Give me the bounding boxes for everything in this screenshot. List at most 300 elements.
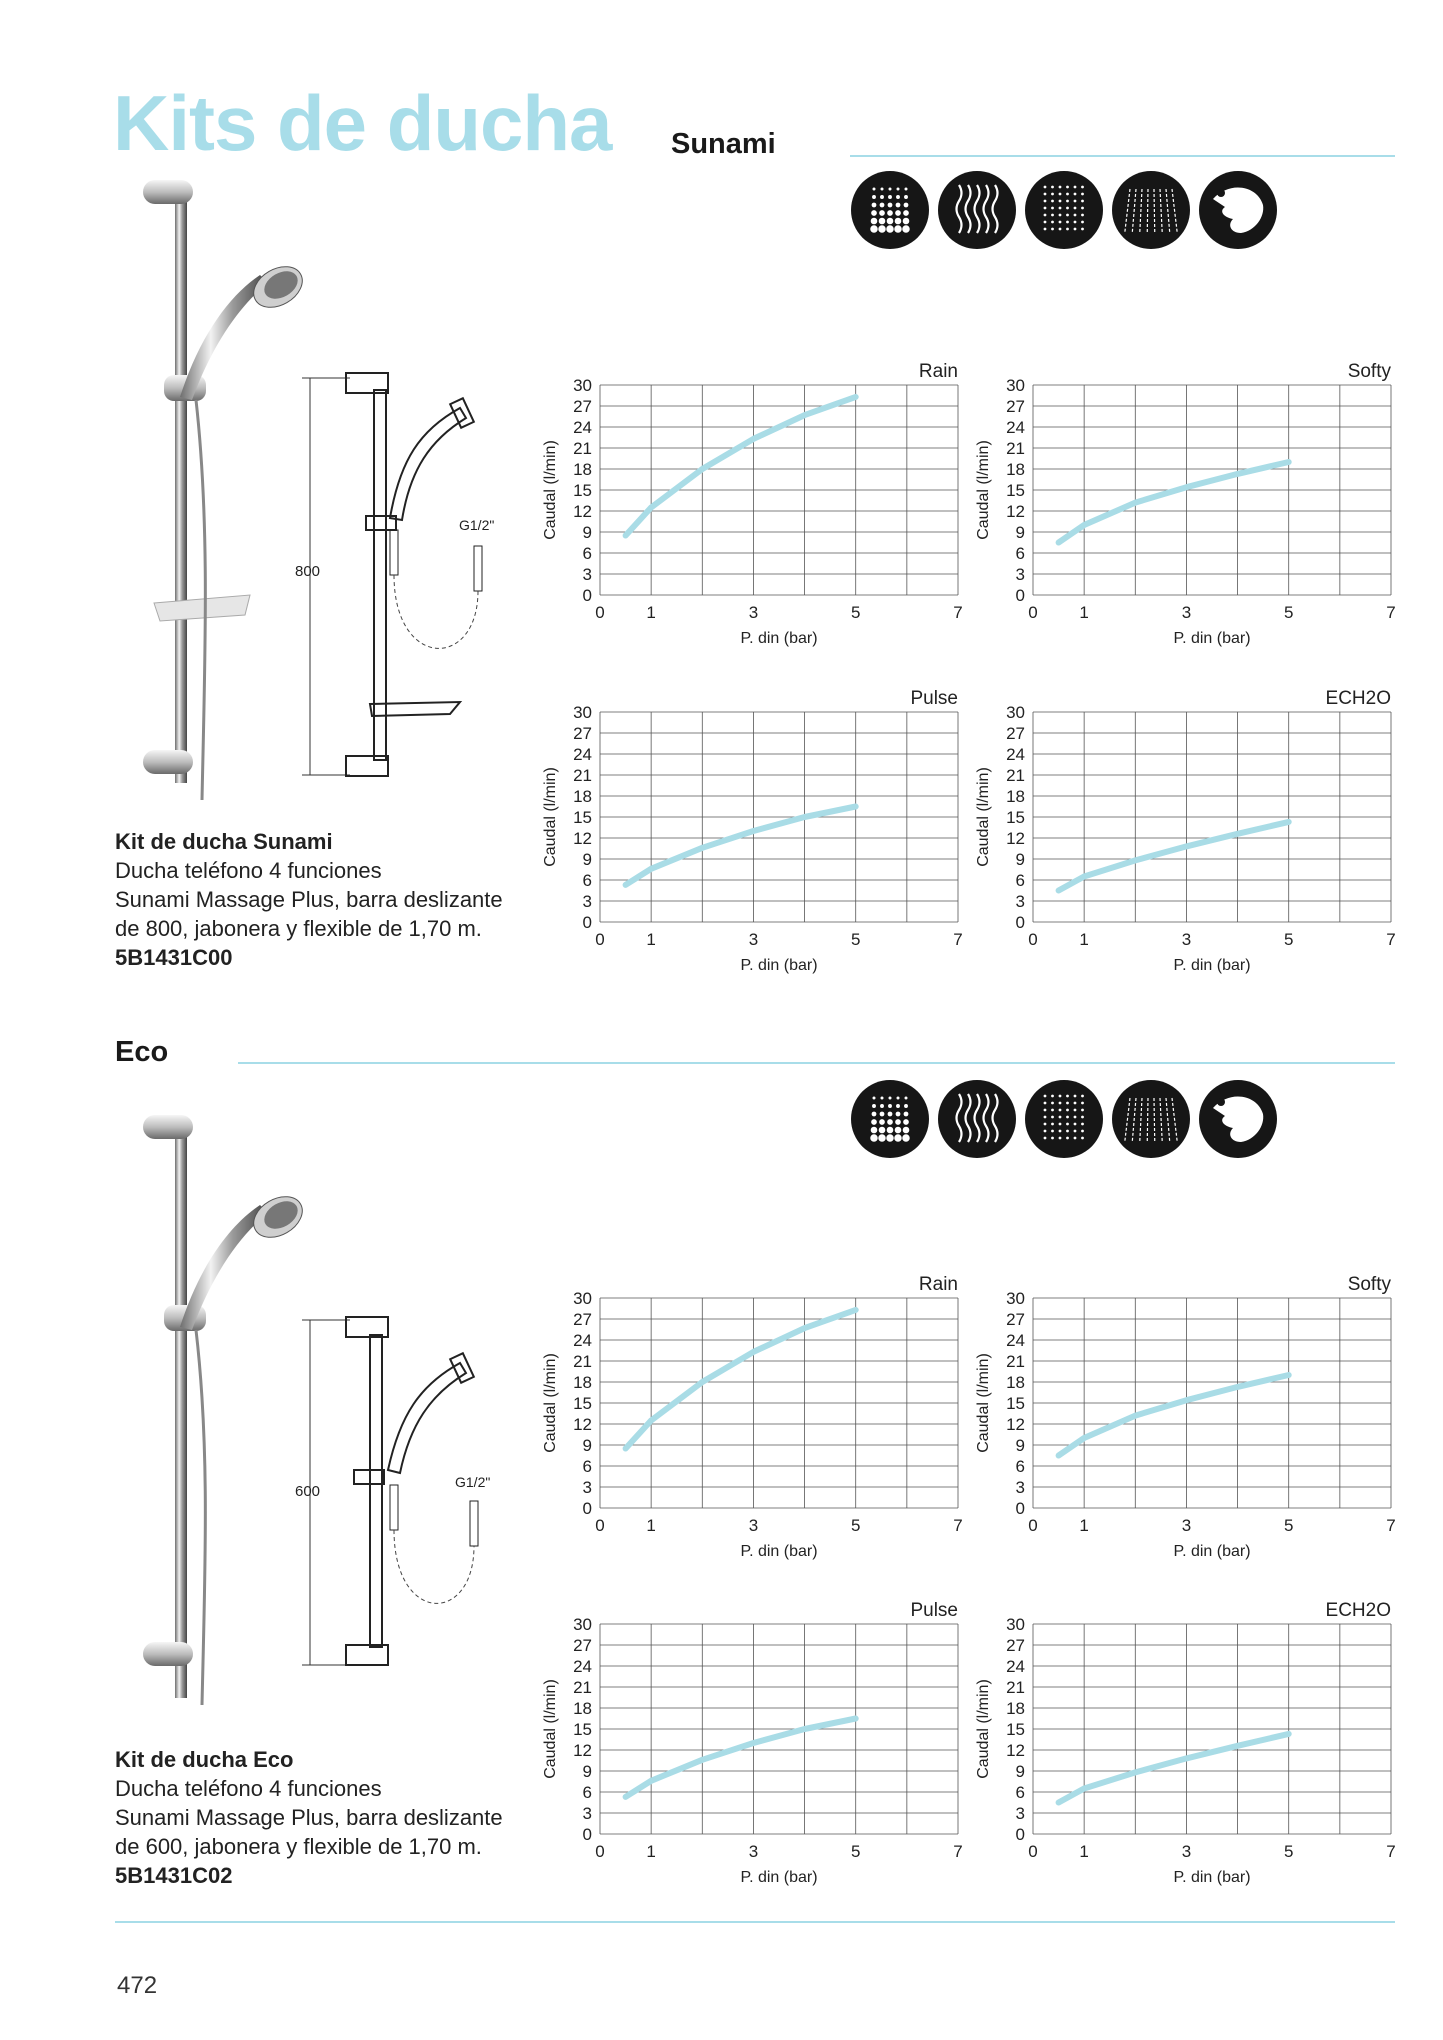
icon-dot: [897, 188, 900, 191]
series-line: [626, 1719, 856, 1797]
y-tick-label: 12: [573, 502, 592, 521]
icon-dot: [1074, 1116, 1077, 1119]
icon-dot: [1081, 1109, 1084, 1112]
icon-dot: [1059, 1109, 1062, 1112]
x-tick-label: 5: [850, 1842, 861, 1861]
y-tick-label: 24: [1006, 418, 1025, 437]
chart-title: Softy: [1347, 361, 1391, 382]
x-tick-label: 3: [748, 1842, 759, 1861]
y-tick-label: 9: [1015, 1436, 1025, 1455]
y-tick-label: 0: [1015, 1499, 1025, 1518]
x-axis-label: P. din (bar): [740, 957, 818, 974]
icon-graphic: [851, 1080, 929, 1158]
y-tick-label: 27: [573, 1310, 592, 1329]
icon-dot: [1081, 186, 1084, 189]
x-axis-label: P. din (bar): [1173, 957, 1251, 974]
y-tick-label: 12: [573, 829, 592, 848]
icon-dot: [1081, 1123, 1084, 1126]
icon-wave: [966, 1094, 971, 1142]
icon-dot: [1066, 1123, 1069, 1126]
icon-dot: [1081, 1102, 1084, 1105]
y-tick-label: 30: [1006, 703, 1025, 722]
x-tick-label: 3: [1181, 603, 1192, 622]
softy-spray-icon: [1025, 171, 1103, 249]
icon-dot: [1066, 200, 1069, 203]
y-tick-label: 3: [1015, 1804, 1025, 1823]
y-axis-label: Caudal (l/min): [975, 1353, 992, 1453]
chart-title: ECH2O: [1325, 688, 1391, 709]
icon-dot: [1074, 1137, 1077, 1140]
x-tick-label: 7: [1386, 1842, 1396, 1861]
icon-dot: [1051, 221, 1054, 224]
y-tick-label: 21: [1006, 1352, 1025, 1371]
y-tick-label: 9: [1015, 1762, 1025, 1781]
y-tick-label: 6: [1015, 871, 1025, 890]
x-tick-label: 7: [1386, 1516, 1396, 1535]
pulse-wave-icon: [938, 171, 1016, 249]
y-tick-label: 9: [582, 850, 592, 869]
y-tick-label: 15: [1006, 1394, 1025, 1413]
rain-spray-icon: [851, 171, 929, 249]
flow-chart: [530, 682, 970, 992]
x-tick-label: 3: [1181, 1842, 1192, 1861]
icon-dot: [1066, 193, 1069, 196]
icon-wave: [975, 1094, 980, 1142]
icon-stream: [1140, 189, 1142, 233]
icon-dot: [1051, 193, 1054, 196]
y-tick-label: 12: [1006, 1415, 1025, 1434]
y-tick-label: 3: [582, 1478, 592, 1497]
page-title: Kits de ducha: [113, 79, 612, 167]
icon-dot: [1044, 228, 1047, 231]
y-tick-label: 21: [573, 439, 592, 458]
icon-dot: [888, 195, 892, 199]
icon-dot: [1081, 207, 1084, 210]
icon-dot: [888, 1112, 893, 1117]
icon-dot: [896, 203, 901, 208]
icon-dot: [1081, 1116, 1084, 1119]
y-tick-label: 15: [573, 808, 592, 827]
y-axis-label: Caudal (l/min): [975, 1679, 992, 1779]
icon-dot: [905, 188, 908, 191]
icon-dot: [1066, 1137, 1069, 1140]
icon-dot: [1066, 1109, 1069, 1112]
y-tick-label: 12: [1006, 1741, 1025, 1760]
y-tick-label: 12: [1006, 502, 1025, 521]
product-description: [115, 1745, 503, 1890]
y-tick-label: 9: [582, 1436, 592, 1455]
description-line: Sunami Massage Plus, barra deslizante: [115, 1805, 503, 1830]
y-tick-label: 21: [573, 1352, 592, 1371]
icon-dot: [887, 210, 893, 216]
y-tick-label: 27: [1006, 1310, 1025, 1329]
spray-icons-row: [851, 171, 1277, 249]
technical-drawing: [290, 370, 530, 780]
icon-stream: [1160, 189, 1162, 233]
y-axis-label: Caudal (l/min): [542, 440, 559, 540]
icon-graphic: [938, 171, 1016, 249]
y-tick-label: 18: [1006, 1373, 1025, 1392]
x-axis-label: P. din (bar): [1173, 1543, 1251, 1560]
icon-dot: [1051, 1137, 1054, 1140]
x-tick-label: 0: [595, 1516, 605, 1535]
icon-dot: [879, 1127, 886, 1134]
icon-wave: [993, 185, 998, 233]
icon-wave: [975, 185, 980, 233]
icon-dot: [879, 210, 885, 216]
footer-divider: [115, 1921, 1395, 1923]
icon-dot: [1074, 200, 1077, 203]
series-line: [626, 397, 856, 536]
y-tick-label: 12: [1006, 829, 1025, 848]
icon-dot: [1059, 1116, 1062, 1119]
series-line: [1059, 462, 1289, 543]
chart-title: Rain: [918, 361, 958, 382]
icon-graphic: [1025, 1080, 1103, 1158]
x-tick-label: 7: [953, 1842, 963, 1861]
icon-dot: [1074, 193, 1077, 196]
x-axis-label: P. din (bar): [740, 1543, 818, 1560]
icon-dot: [903, 1127, 910, 1134]
icon-dot: [870, 225, 878, 233]
icon-dot: [1044, 193, 1047, 196]
icon-dot: [889, 188, 892, 191]
icon-dot: [879, 1119, 885, 1125]
y-tick-label: 21: [573, 1678, 592, 1697]
icon-dot: [1051, 1123, 1054, 1126]
icon-dot: [1044, 1095, 1047, 1098]
icon-stream: [1125, 1098, 1130, 1142]
thread-label: G1/2": [455, 1474, 491, 1490]
icon-stream: [1166, 189, 1170, 233]
icon-dot: [1051, 1130, 1054, 1133]
icon-dot: [881, 1097, 884, 1100]
y-tick-label: 3: [582, 892, 592, 911]
icon-dot: [1074, 1102, 1077, 1105]
x-tick-label: 1: [646, 603, 656, 622]
icon-dot: [1059, 214, 1062, 217]
icon-dot: [1059, 1102, 1062, 1105]
icon-dot: [1051, 214, 1054, 217]
icon-dot: [1051, 207, 1054, 210]
x-tick-label: 1: [646, 1842, 656, 1861]
icon-dot: [904, 195, 908, 199]
x-tick-label: 5: [1283, 603, 1294, 622]
section-title-eco: Eco: [115, 1036, 169, 1068]
icon-dot: [1044, 200, 1047, 203]
y-tick-label: 15: [1006, 1720, 1025, 1739]
ech2o-spray-icon: [1112, 1080, 1190, 1158]
icon-dot: [872, 1112, 877, 1117]
description-line: Sunami Massage Plus, barra deslizante: [115, 887, 503, 912]
x-axis-label: P. din (bar): [740, 630, 818, 647]
icon-dot: [1074, 1095, 1077, 1098]
y-tick-label: 3: [1015, 1478, 1025, 1497]
y-tick-label: 12: [573, 1741, 592, 1760]
y-axis-label: Caudal (l/min): [542, 1679, 559, 1779]
x-tick-label: 1: [1079, 930, 1089, 949]
icon-dot: [880, 203, 885, 208]
y-tick-label: 30: [1006, 1289, 1025, 1308]
y-tick-label: 21: [1006, 1678, 1025, 1697]
y-tick-label: 6: [1015, 1457, 1025, 1476]
x-axis-label: P. din (bar): [1173, 630, 1251, 647]
icon-dot: [871, 1119, 877, 1125]
icon-dot: [888, 203, 893, 208]
icon-dot: [897, 1097, 900, 1100]
icon-dot: [1066, 1130, 1069, 1133]
icon-dot: [1059, 228, 1062, 231]
x-tick-label: 5: [1283, 1516, 1294, 1535]
chart-title: Pulse: [910, 688, 958, 709]
series-line: [626, 1310, 856, 1449]
x-tick-label: 1: [646, 1516, 656, 1535]
icon-dot: [1074, 214, 1077, 217]
icon-stream: [1147, 189, 1148, 233]
y-tick-label: 30: [573, 1289, 592, 1308]
icon-dot: [1044, 1109, 1047, 1112]
icon-graphic: [1112, 171, 1190, 249]
icon-graphic: [851, 171, 929, 249]
icon-dot: [1066, 1116, 1069, 1119]
x-tick-label: 0: [595, 1842, 605, 1861]
y-tick-label: 24: [573, 418, 592, 437]
icon-dot: [1066, 1102, 1069, 1105]
icon-dot: [1066, 228, 1069, 231]
icon-stream: [1125, 189, 1130, 233]
x-axis-label: P. din (bar): [740, 1869, 818, 1886]
icon-dot: [1051, 1102, 1054, 1105]
y-tick-label: 24: [1006, 1331, 1025, 1350]
flow-chart: [530, 1268, 970, 1578]
icon-dot: [1081, 1130, 1084, 1133]
icon-dot: [1081, 1137, 1084, 1140]
icon-stream: [1172, 1098, 1177, 1142]
icon-dot: [894, 1134, 902, 1142]
icon-dot: [1044, 1123, 1047, 1126]
icon-dot: [870, 1134, 878, 1142]
y-tick-label: 15: [573, 1394, 592, 1413]
y-axis-label: Caudal (l/min): [975, 440, 992, 540]
icon-dot: [1059, 1095, 1062, 1098]
y-axis-label: Caudal (l/min): [542, 1353, 559, 1453]
icon-stream: [1154, 189, 1155, 233]
icon-dot: [1074, 1130, 1077, 1133]
description-line: Ducha teléfono 4 funciones: [115, 1776, 382, 1801]
x-tick-label: 7: [953, 1516, 963, 1535]
y-tick-label: 30: [573, 376, 592, 395]
x-tick-label: 7: [1386, 603, 1396, 622]
icon-dot: [880, 1104, 884, 1108]
icon-dot: [1044, 1102, 1047, 1105]
description-line: de 600, jabonera y flexible de 1,70 m.: [115, 1834, 482, 1859]
icon-dot: [1217, 189, 1225, 197]
flow-chart: [963, 355, 1403, 665]
x-tick-label: 7: [953, 930, 963, 949]
x-tick-label: 0: [595, 603, 605, 622]
y-tick-label: 12: [573, 1415, 592, 1434]
icon-dot: [903, 210, 909, 216]
y-tick-label: 15: [573, 481, 592, 500]
icon-dot: [1066, 207, 1069, 210]
y-tick-label: 27: [573, 1636, 592, 1655]
icon-stream: [1172, 189, 1177, 233]
icon-dot: [902, 225, 910, 233]
technical-drawing: [290, 1315, 530, 1675]
y-tick-label: 15: [1006, 808, 1025, 827]
y-tick-label: 18: [1006, 1699, 1025, 1718]
icon-dot: [880, 195, 884, 199]
icon-dot: [1044, 1116, 1047, 1119]
icon-wave: [984, 1094, 989, 1142]
y-tick-label: 0: [582, 913, 592, 932]
drawing-height-label: 600: [295, 1483, 321, 1500]
y-tick-label: 3: [1015, 892, 1025, 911]
y-tick-label: 18: [573, 787, 592, 806]
icon-dot: [1074, 228, 1077, 231]
icon-wave: [993, 1094, 998, 1142]
icon-dot: [886, 1134, 894, 1142]
x-tick-label: 7: [1386, 930, 1396, 949]
x-tick-label: 3: [748, 603, 759, 622]
y-tick-label: 18: [1006, 460, 1025, 479]
y-tick-label: 18: [573, 460, 592, 479]
icon-dot: [895, 1127, 902, 1134]
flow-chart: [963, 1268, 1403, 1578]
x-tick-label: 1: [646, 930, 656, 949]
y-tick-label: 27: [573, 724, 592, 743]
x-tick-label: 0: [1028, 930, 1038, 949]
icon-dot: [1051, 228, 1054, 231]
massage-hand-icon: [1199, 171, 1277, 249]
icon-dot: [878, 225, 886, 233]
x-tick-label: 3: [1181, 1516, 1192, 1535]
pulse-wave-icon: [938, 1080, 1016, 1158]
series-line: [626, 807, 856, 885]
x-tick-label: 5: [1283, 1842, 1294, 1861]
y-tick-label: 24: [573, 745, 592, 764]
icon-dot: [1051, 1095, 1054, 1098]
y-tick-label: 18: [1006, 787, 1025, 806]
icon-dot: [887, 1127, 894, 1134]
icon-dot: [1081, 1095, 1084, 1098]
icon-dot: [1059, 221, 1062, 224]
icon-dot: [1081, 200, 1084, 203]
y-tick-label: 6: [582, 871, 592, 890]
y-tick-label: 18: [573, 1373, 592, 1392]
chart-title: ECH2O: [1325, 1600, 1391, 1621]
icon-dot: [889, 1097, 892, 1100]
icon-dot: [872, 195, 876, 199]
flow-chart: [530, 355, 970, 665]
icon-dot: [1044, 221, 1047, 224]
x-tick-label: 1: [1079, 603, 1089, 622]
icon-dot: [886, 225, 894, 233]
icon-dot: [895, 1119, 901, 1125]
thread-label: G1/2": [459, 517, 495, 533]
y-tick-label: 9: [1015, 850, 1025, 869]
x-tick-label: 5: [850, 603, 861, 622]
y-tick-label: 18: [573, 1699, 592, 1718]
y-tick-label: 21: [573, 766, 592, 785]
icon-dot: [1066, 1095, 1069, 1098]
icon-dot: [873, 1097, 876, 1100]
chart-title: Pulse: [910, 1600, 958, 1621]
icon-dot: [1059, 207, 1062, 210]
section-title-sunami: Sunami: [671, 128, 776, 160]
y-tick-label: 6: [1015, 544, 1025, 563]
icon-dot: [1081, 214, 1084, 217]
page-number: 472: [117, 1972, 158, 1999]
icon-dot: [1044, 214, 1047, 217]
icon-dot: [1074, 207, 1077, 210]
icon-dot: [873, 188, 876, 191]
icon-dot: [1066, 221, 1069, 224]
x-tick-label: 0: [595, 930, 605, 949]
y-tick-label: 30: [573, 1615, 592, 1634]
product-description: [115, 827, 503, 972]
section-divider: [850, 155, 1395, 157]
section-divider: [238, 1062, 1395, 1064]
y-tick-label: 24: [1006, 1657, 1025, 1676]
x-tick-label: 0: [1028, 603, 1038, 622]
flow-chart: [963, 682, 1403, 992]
y-tick-label: 15: [1006, 481, 1025, 500]
icon-stream: [1140, 1098, 1142, 1142]
icon-dot: [1074, 1109, 1077, 1112]
icon-dot: [1044, 1137, 1047, 1140]
y-tick-label: 24: [573, 1331, 592, 1350]
icon-dot: [896, 1104, 900, 1108]
icon-dot: [1059, 1123, 1062, 1126]
y-tick-label: 24: [1006, 745, 1025, 764]
product-code: 5B1431C00: [115, 945, 233, 970]
icon-wave: [957, 185, 962, 233]
icon-dot: [880, 1112, 885, 1117]
icon-dot: [872, 203, 877, 208]
y-tick-label: 27: [1006, 1636, 1025, 1655]
icon-dot: [1217, 1098, 1225, 1106]
y-tick-label: 9: [582, 523, 592, 542]
icon-graphic: [1199, 1080, 1277, 1158]
icon-dot: [1059, 1137, 1062, 1140]
y-tick-label: 21: [1006, 766, 1025, 785]
y-tick-label: 24: [573, 1657, 592, 1676]
y-tick-label: 0: [582, 1825, 592, 1844]
icon-dot: [888, 1104, 892, 1108]
icon-dot: [871, 1127, 878, 1134]
spray-icons-row: [851, 1080, 1277, 1158]
icon-dot: [896, 195, 900, 199]
icon-dot: [904, 203, 909, 208]
icon-dot: [1066, 186, 1069, 189]
chart-title: Softy: [1347, 1274, 1391, 1295]
y-tick-label: 9: [582, 1762, 592, 1781]
x-tick-label: 0: [1028, 1516, 1038, 1535]
y-axis-label: Caudal (l/min): [975, 767, 992, 867]
icon-dot: [1074, 186, 1077, 189]
chart-title: Rain: [918, 1274, 958, 1295]
flow-chart: [530, 1594, 970, 1904]
icon-dot: [1051, 1116, 1054, 1119]
softy-spray-icon: [1025, 1080, 1103, 1158]
icon-dot: [1081, 228, 1084, 231]
icon-wave: [984, 185, 989, 233]
y-tick-label: 6: [582, 1783, 592, 1802]
icon-dot: [1044, 186, 1047, 189]
icon-dot: [903, 218, 910, 225]
icon-dot: [887, 1119, 893, 1125]
